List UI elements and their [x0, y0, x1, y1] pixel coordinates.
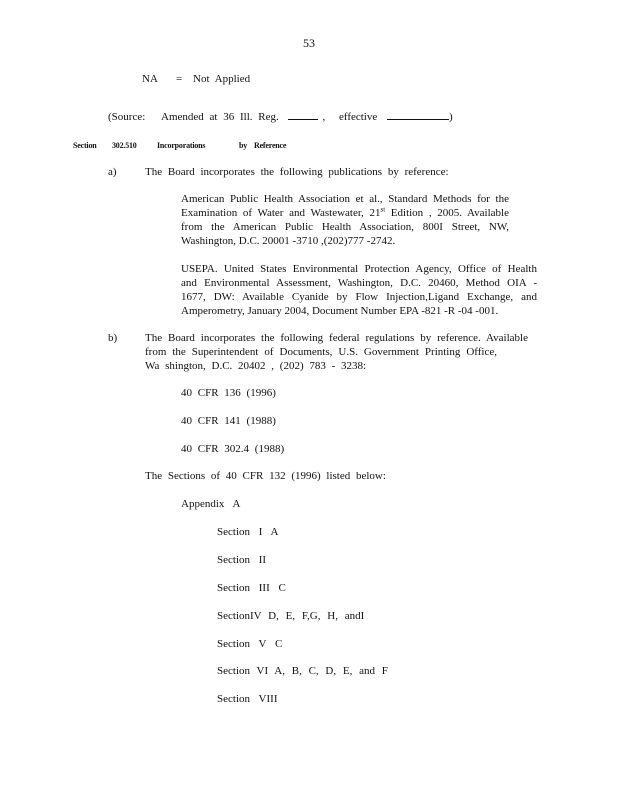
- item-b-label: b): [108, 332, 118, 344]
- item-a-intro: The Board incorporates the following publications by reference:: [145, 166, 449, 178]
- usepa-line-2: and Environmental Assessment, Washington, D.C. 20460, Method OIA -: [181, 277, 537, 289]
- cfr-item: 40 CFR 141 (1988): [181, 415, 276, 427]
- section-heading-number: 302.510: [112, 141, 137, 150]
- item-a-label: a): [108, 166, 117, 178]
- apha-line-2: [181, 206, 509, 220]
- source-effective-blank: [387, 109, 449, 120]
- na-equals: =: [176, 73, 183, 85]
- item-b-text: [145, 331, 528, 373]
- apha-line-1: American Public Health Association et al., Standard Methods for the: [181, 193, 509, 205]
- item-b-line-3: Wa shington, D.C. 20402 , (202) 783 - 3238:: [145, 360, 367, 372]
- source-effective: effective: [338, 111, 378, 123]
- source-suffix: ): [449, 111, 453, 123]
- section-list-item: SectionIV D, E, F,G, H, andI: [217, 610, 365, 622]
- source-text: Amended at 36 Ill. Reg.: [161, 111, 279, 123]
- cfr-item: 40 CFR 302.4 (1988): [181, 443, 285, 455]
- cfr-item: 40 CFR 136 (1996): [181, 387, 276, 399]
- section-heading-reference: Reference: [254, 141, 287, 150]
- usepa-line-1: USEPA. United States Environmental Protection Agency, Office of Health: [181, 263, 537, 275]
- section-list-item: Section VI A, B, C, D, E, and F: [217, 665, 388, 677]
- apha-line-2-post: Edition , 2005. Available: [385, 207, 509, 219]
- na-abbreviation: NA: [142, 73, 158, 85]
- usepa-line-4: Amperometry, January 2004, Document Number EPA -821 -R -04 -001.: [181, 305, 499, 317]
- source-prefix: (Source:: [108, 111, 146, 123]
- section-list-item: Section V C: [217, 638, 283, 650]
- page-number: 53: [303, 36, 315, 50]
- source-separator: ,: [322, 111, 326, 123]
- section-heading-label: Section: [73, 141, 97, 150]
- usepa-line-3: 1677, DW: Available Cyanide by Flow Injection,Ligand Exchange, and: [181, 291, 537, 303]
- usepa-reference: [181, 262, 537, 318]
- apha-line-4: Washington, D.C. 20001 -3710 ,(202)777 -2742.: [181, 235, 396, 247]
- apha-line-3: from the American Public Health Association, 800I Street, NW,: [181, 221, 509, 233]
- na-meaning: Not Applied: [193, 73, 251, 85]
- apha-edition-superscript: st: [380, 205, 386, 214]
- section-heading-title: Incorporations: [157, 141, 206, 150]
- apha-reference: [181, 192, 509, 248]
- apha-line-2-pre: Examination of Water and Wastewater, 21: [181, 207, 381, 219]
- sections-intro: The Sections of 40 CFR 132 (1996) listed below:: [145, 470, 386, 482]
- section-heading-by: by: [239, 141, 248, 150]
- section-list-item: Section VIII: [217, 693, 278, 705]
- source-line: [108, 109, 453, 124]
- item-b-line-2: from the Superintendent of Documents, U.S. Government Printing Office,: [145, 346, 497, 358]
- source-register-blank: [288, 109, 318, 120]
- item-b-line-1: The Board incorporates the following federal regulations by reference. Available: [145, 332, 528, 344]
- section-list-item: Section III C: [217, 582, 286, 594]
- section-list-item: Section I A: [217, 526, 279, 538]
- section-list-item: Section II: [217, 554, 267, 566]
- appendix-label: Appendix A: [181, 498, 241, 510]
